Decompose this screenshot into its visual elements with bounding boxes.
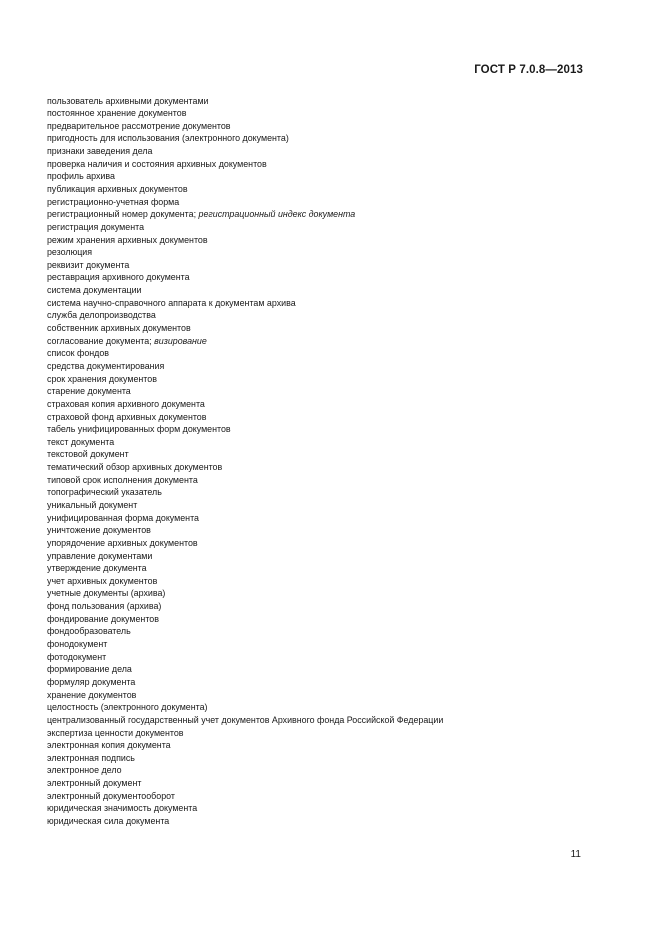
term-text: юридическая значимость документа <box>47 803 198 814</box>
document-header: ГОСТ Р 7.0.8—2013 <box>474 64 583 76</box>
term-entry <box>47 689 443 702</box>
term-entry <box>47 727 443 740</box>
term-entry <box>47 815 443 828</box>
term-text: электронная копия документа <box>47 740 171 751</box>
term-entry <box>47 562 443 575</box>
term-entry <box>47 802 443 815</box>
term-entry <box>47 625 443 638</box>
term-text: целостность (электронного документа) <box>47 702 208 713</box>
term-text: экспертиза ценности документов <box>47 727 184 738</box>
term-text: типовой срок исполнения документа <box>47 474 198 485</box>
term-text: учет архивных документов <box>47 575 158 586</box>
term-entry <box>47 145 443 158</box>
term-entry <box>47 107 443 120</box>
term-entry <box>47 347 443 360</box>
term-text: табель унифицированных форм документов <box>47 424 231 435</box>
term-text: режим хранения архивных документов <box>47 234 208 245</box>
term-text: публикация архивных документов <box>47 183 188 194</box>
term-entry <box>47 714 443 727</box>
term-entry <box>47 221 443 234</box>
term-entry <box>47 461 443 474</box>
term-text: электронный документооборот <box>47 790 175 801</box>
term-entry <box>47 474 443 487</box>
term-text: текстовой документ <box>47 449 129 460</box>
term-text: постоянное хранение документов <box>47 108 187 119</box>
term-entry <box>47 663 443 676</box>
term-entry <box>47 170 443 183</box>
term-entry <box>47 297 443 310</box>
term-entry <box>47 537 443 550</box>
term-text: фонд пользования (архива) <box>47 601 162 612</box>
term-text: профиль архива <box>47 171 115 182</box>
term-entry <box>47 651 443 664</box>
term-entry <box>47 638 443 651</box>
term-entry <box>47 183 443 196</box>
term-text: согласование документа; <box>47 335 155 346</box>
term-entry <box>47 120 443 133</box>
term-entry <box>47 259 443 272</box>
term-text: пригодность для использования (электронного документа) <box>47 133 289 144</box>
term-text: список фондов <box>47 348 109 359</box>
term-entry <box>47 95 443 108</box>
page-number: 11 <box>570 849 581 860</box>
term-text: унифицированная форма документа <box>47 512 199 523</box>
term-entry <box>47 436 443 449</box>
term-text: хранение документов <box>47 689 137 700</box>
term-entry <box>47 234 443 247</box>
term-entry <box>47 752 443 765</box>
term-text: реставрация архивного документа <box>47 272 190 283</box>
term-text: система документации <box>47 285 142 296</box>
term-text: упорядочение архивных документов <box>47 537 198 548</box>
term-text: старение документа <box>47 386 131 397</box>
term-text: текст документа <box>47 436 115 447</box>
term-text: управление документами <box>47 550 153 561</box>
term-entry <box>47 423 443 436</box>
term-entry <box>47 158 443 171</box>
term-entry <box>47 322 443 335</box>
term-text: проверка наличия и состояния архивных документов <box>47 158 267 169</box>
term-text: признаки заведения дела <box>47 146 153 157</box>
term-entry <box>47 385 443 398</box>
term-text: система научно-справочного аппарата к документам архива <box>47 297 296 308</box>
term-entry <box>47 373 443 386</box>
term-text: формирование дела <box>47 664 132 675</box>
term-entry <box>47 587 443 600</box>
term-text: тематический обзор архивных документов <box>47 462 223 473</box>
term-entry <box>47 499 443 512</box>
term-entry <box>47 790 443 803</box>
term-text: служба делопроизводства <box>47 310 156 321</box>
term-entry <box>47 550 443 563</box>
term-entry <box>47 613 443 626</box>
term-entry <box>47 676 443 689</box>
term-text: учетные документы (архива) <box>47 588 166 599</box>
term-text: собственник архивных документов <box>47 323 191 334</box>
term-entry <box>47 196 443 209</box>
term-entry <box>47 309 443 322</box>
term-entry <box>47 335 443 348</box>
term-entry <box>47 777 443 790</box>
term-entry <box>47 271 443 284</box>
term-text: централизованный государственный учет документов Архивного фонда Российской Федерации <box>47 714 444 725</box>
term-text: электронный документ <box>47 778 142 789</box>
term-text: фондирование документов <box>47 613 159 624</box>
term-entry <box>47 524 443 537</box>
term-entry <box>47 448 443 461</box>
term-text: страховой фонд архивных документов <box>47 411 207 422</box>
term-text: резолюция <box>47 247 93 258</box>
term-text: регистрационный номер документа; <box>47 209 199 220</box>
term-entry <box>47 764 443 777</box>
term-text: пользователь архивными документами <box>47 95 209 106</box>
term-text: средства документирования <box>47 360 165 371</box>
term-entry <box>47 284 443 297</box>
term-text: регистрационно-учетная форма <box>47 196 180 207</box>
term-entry <box>47 360 443 373</box>
term-entry <box>47 398 443 411</box>
term-entry <box>47 208 443 221</box>
term-text: фондообразователь <box>47 626 131 637</box>
term-entry <box>47 701 443 714</box>
term-entry <box>47 411 443 424</box>
term-text: фотодокумент <box>47 651 107 662</box>
term-text: уничтожение документов <box>47 525 151 536</box>
term-entry <box>47 575 443 588</box>
term-entry <box>47 246 443 259</box>
term-text: юридическая сила документа <box>47 816 170 827</box>
term-text: утверждение документа <box>47 563 147 574</box>
term-entry <box>47 739 443 752</box>
term-entry <box>47 486 443 499</box>
term-text: предварительное рассмотрение документов <box>47 120 231 131</box>
term-text: страховая копия архивного документа <box>47 398 205 409</box>
term-text: срок хранения документов <box>47 373 157 384</box>
term-synonym: регистрационный индекс документа <box>198 209 356 220</box>
term-text: топографический указатель <box>47 487 162 498</box>
term-text: электронная подпись <box>47 752 135 763</box>
terms-index-list <box>47 95 443 828</box>
term-text: реквизит документа <box>47 259 130 270</box>
term-entry <box>47 132 443 145</box>
term-text: регистрация документа <box>47 221 145 232</box>
term-entry <box>47 600 443 613</box>
term-text: фонодокумент <box>47 639 108 650</box>
term-text: уникальный документ <box>47 500 138 510</box>
term-text: электронное дело <box>47 765 122 776</box>
term-text: формуляр документа <box>47 676 136 687</box>
term-entry <box>47 512 443 525</box>
term-synonym: визирование <box>154 335 207 346</box>
